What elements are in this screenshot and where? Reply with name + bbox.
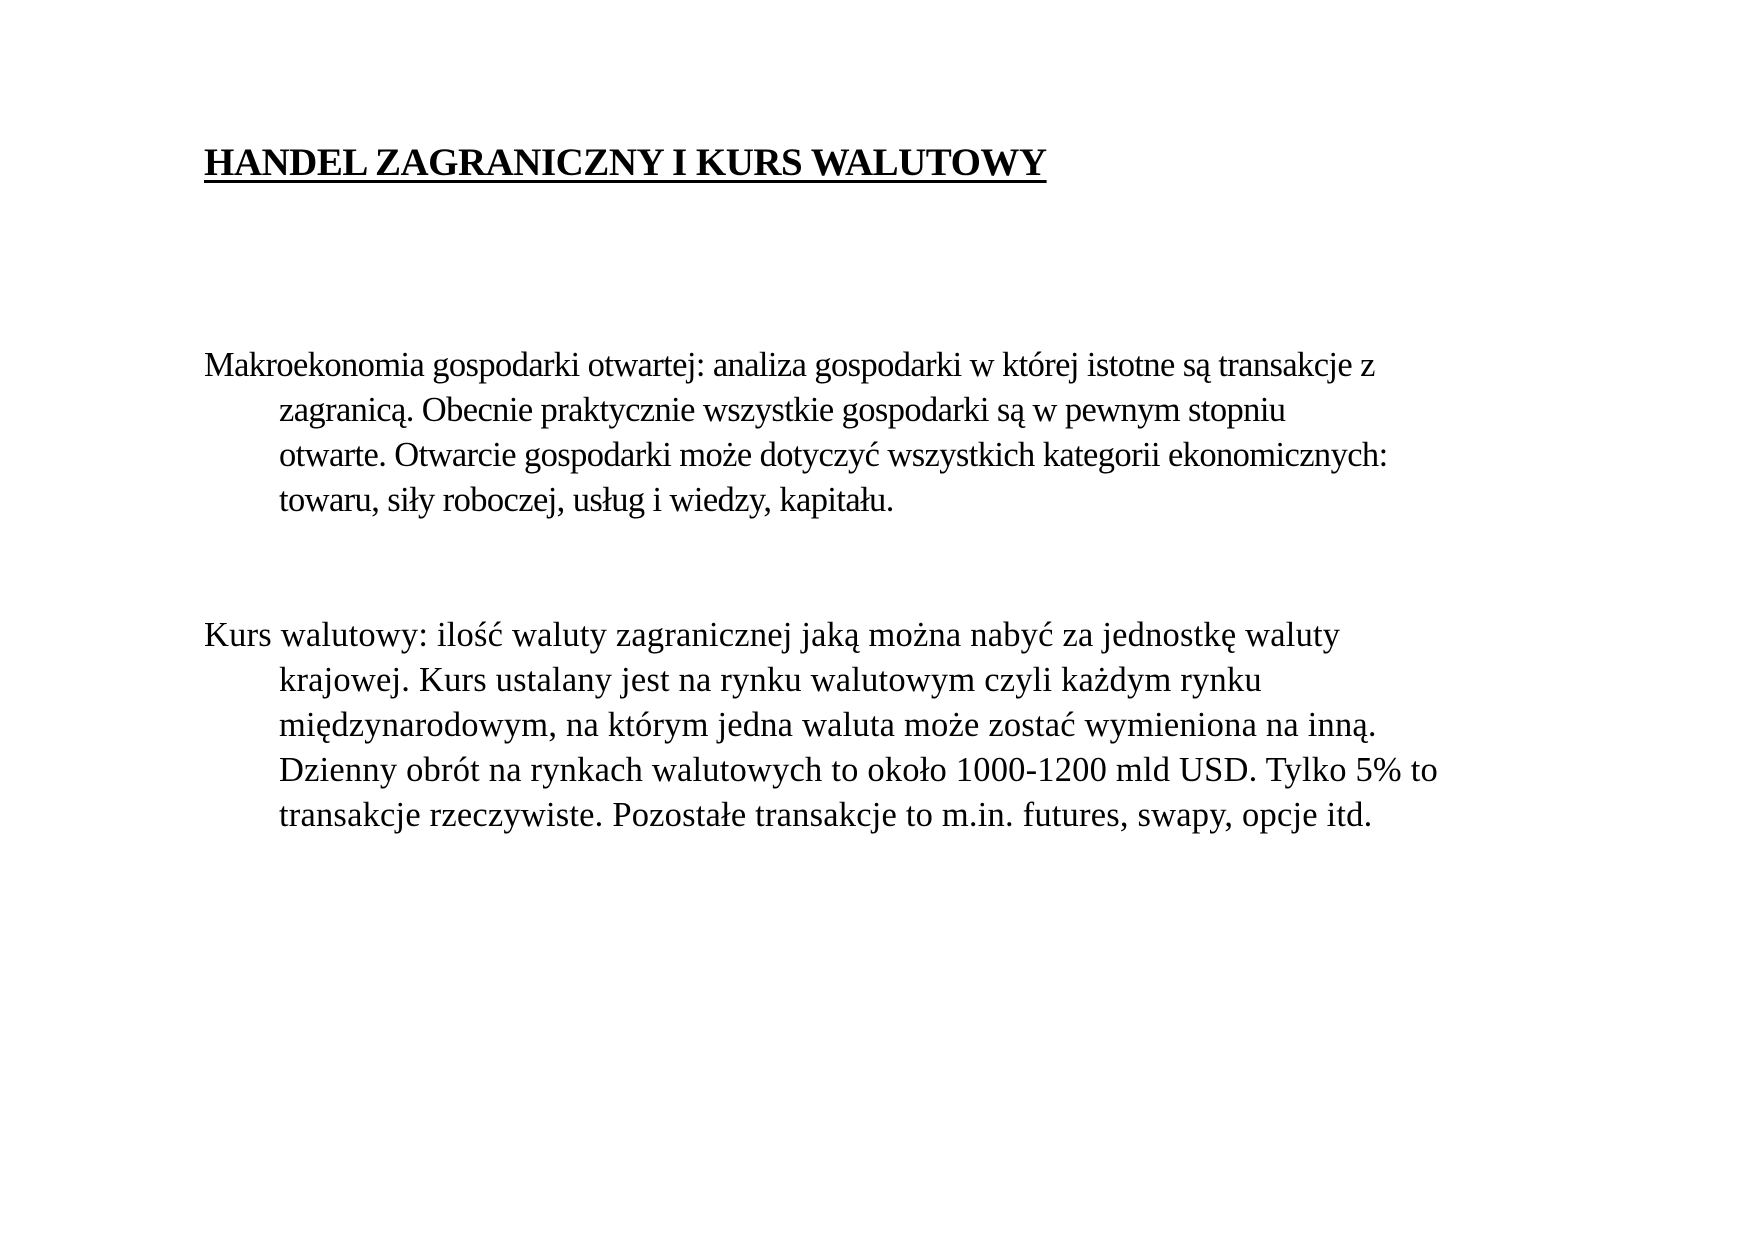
paragraph-line: otwarte. Otwarcie gospodarki może dotyczyć wszystkich kategorii ekonomicznych: — [279, 436, 1388, 474]
paragraph-exchange-rate — [204, 613, 1438, 838]
paragraph-line: krajowej. Kurs ustalany jest na rynku walutowym czyli każdym rynku — [279, 661, 1262, 699]
paragraph-line: Kurs walutowy: ilość waluty zagranicznej jaką można nabyć za jednostkę waluty — [204, 616, 1341, 654]
paragraph-line: Dzienny obrót na rynkach walutowych to około 1000-1200 mld USD. Tylko 5% to — [279, 751, 1438, 789]
paragraph-line: Makroekonomia gospodarki otwartej: analiza gospodarki w której istotne są transakcje z — [204, 346, 1375, 384]
paragraph-line: zagranicą. Obecnie praktycznie wszystkie gospodarki są w pewnym stopniu — [279, 391, 1286, 429]
page-title: HANDEL ZAGRANICZNY I KURS WALUTOWY — [204, 141, 1047, 184]
paragraph-line: transakcje rzeczywiste. Pozostałe transakcje to m.in. futures, swapy, opcje itd. — [279, 796, 1373, 834]
paragraph-line: towaru, siły roboczej, usług i wiedzy, kapitału. — [279, 481, 894, 519]
paragraph-line: międzynarodowym, na którym jedna waluta może zostać wymieniona na inną. — [279, 706, 1377, 744]
paragraph-open-economy — [204, 343, 1388, 523]
